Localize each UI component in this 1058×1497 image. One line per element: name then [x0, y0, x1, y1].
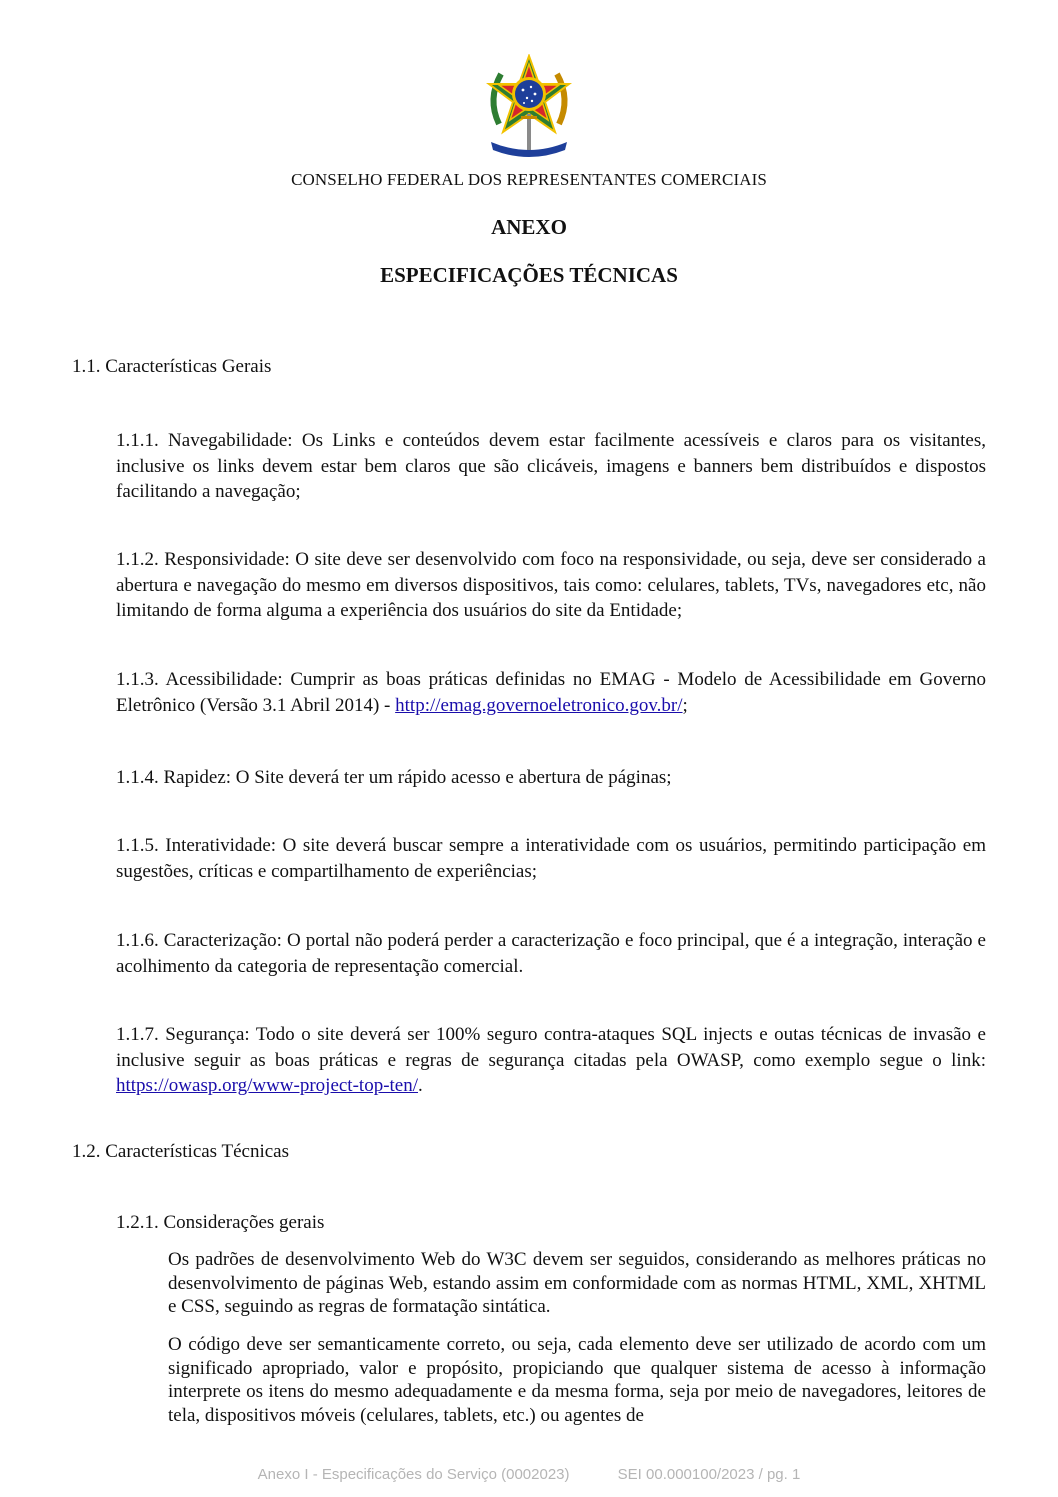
paragraph-characterization: 1.1.6. Caracterização: O portal não poderá perder a caracterização e foco principal, que é a integração, interação e acolhimento da categoria de representação comercial.: [116, 930, 986, 977]
brazil-coat-of-arms-icon: [478, 54, 580, 162]
paragraph-w3c-standards: Os padrões de desenvolvimento Web do W3C devem ser seguidos, considerando as melhores práticas no desenvolvimento de páginas Web, estando assim em conformidade com as normas HTML, XML, XHTML e CSS, seguindo as regras de formatação sintática.: [168, 1249, 986, 1317]
paragraph-accessibility: [116, 667, 986, 718]
paragraph-interactivity: 1.1.5. Interatividade: O site deverá buscar sempre a interatividade com os usuários, permitindo participação em sugestões, críticas e compartilhamento de experiências;: [116, 835, 986, 882]
paragraph-speed: 1.1.4. Rapidez: O Site deverá ter um rápido acesso e abertura de páginas;: [116, 767, 672, 788]
annex-heading: ANEXO: [491, 215, 567, 239]
paragraph-security: [116, 1022, 986, 1099]
paragraph-responsiveness: 1.1.2. Responsividade: O site deve ser desenvolvido com foco na responsividade, ou seja, deve ser considerado a abertura e navegação do mesmo em diversos dispositivos, tais como: celulares, tablets, TVs, navegadores etc, não limitando de forma alguma a experiência dos usuários do site da Entidade;: [116, 549, 986, 621]
paragraph-semantic-code: O código deve ser semanticamente correto, ou seja, cada elemento deve ser utilizado de acordo com um significado apropriado, valor e propósito, propiciando que qualquer sistema de acesso à informação interprete os itens do mesmo adequadamente e da mesma forma, seja por meio de navegadores, leitores de tela, dispositivos móveis (celulares, tablets, etc.) ou agentes de: [168, 1334, 986, 1426]
page-footer: [0, 1466, 1058, 1483]
emag-link[interactable]: http://emag.governoeletronico.gov.br/: [395, 694, 683, 716]
paragraph-navigability: 1.1.1. Navegabilidade: Os Links e conteúdos devem estar facilmente acessíveis e claros para os visitantes, inclusive os links devem estar bem claros que são clicáveis, imagens e banners bem distribuídos e dispostos facilitando a navegação;: [116, 430, 986, 502]
owasp-link[interactable]: https://owasp.org/www-project-top-ten/: [116, 1075, 419, 1096]
document-title: ESPECIFICAÇÕES TÉCNICAS: [380, 263, 678, 287]
accessibility-end: ;: [682, 694, 688, 716]
organization-name: CONSELHO FEDERAL DOS REPRESENTANTES COMERCIAIS: [291, 170, 767, 189]
section-heading-general: 1.1. Características Gerais: [72, 356, 272, 377]
footer-page-reference: SEI 00.000100/2023 / pg. 1: [617, 1466, 801, 1483]
footer-document-name: Anexo I - Especificações do Serviço (0002023): [257, 1466, 570, 1483]
accessibility-text: 1.1.3. Acessibilidade: Cumprir as boas práticas definidas no EMAG - Modelo de Acessibilidade em Governo Eletrônico (Versão 3.1 Abril 2014) -: [116, 669, 986, 716]
security-end: .: [418, 1075, 423, 1096]
security-text: 1.1.7. Segurança: Todo o site deverá ser 100% seguro contra-ataques SQL injects e outas técnicas de invasão e inclusive seguir as boas práticas e regras de segurança citadas pela OWASP, como exemplo segue o link:: [116, 1024, 986, 1071]
subsection-heading-considerations: 1.2.1. Considerações gerais: [116, 1212, 325, 1233]
section-heading-technical: 1.2. Características Técnicas: [72, 1141, 289, 1162]
